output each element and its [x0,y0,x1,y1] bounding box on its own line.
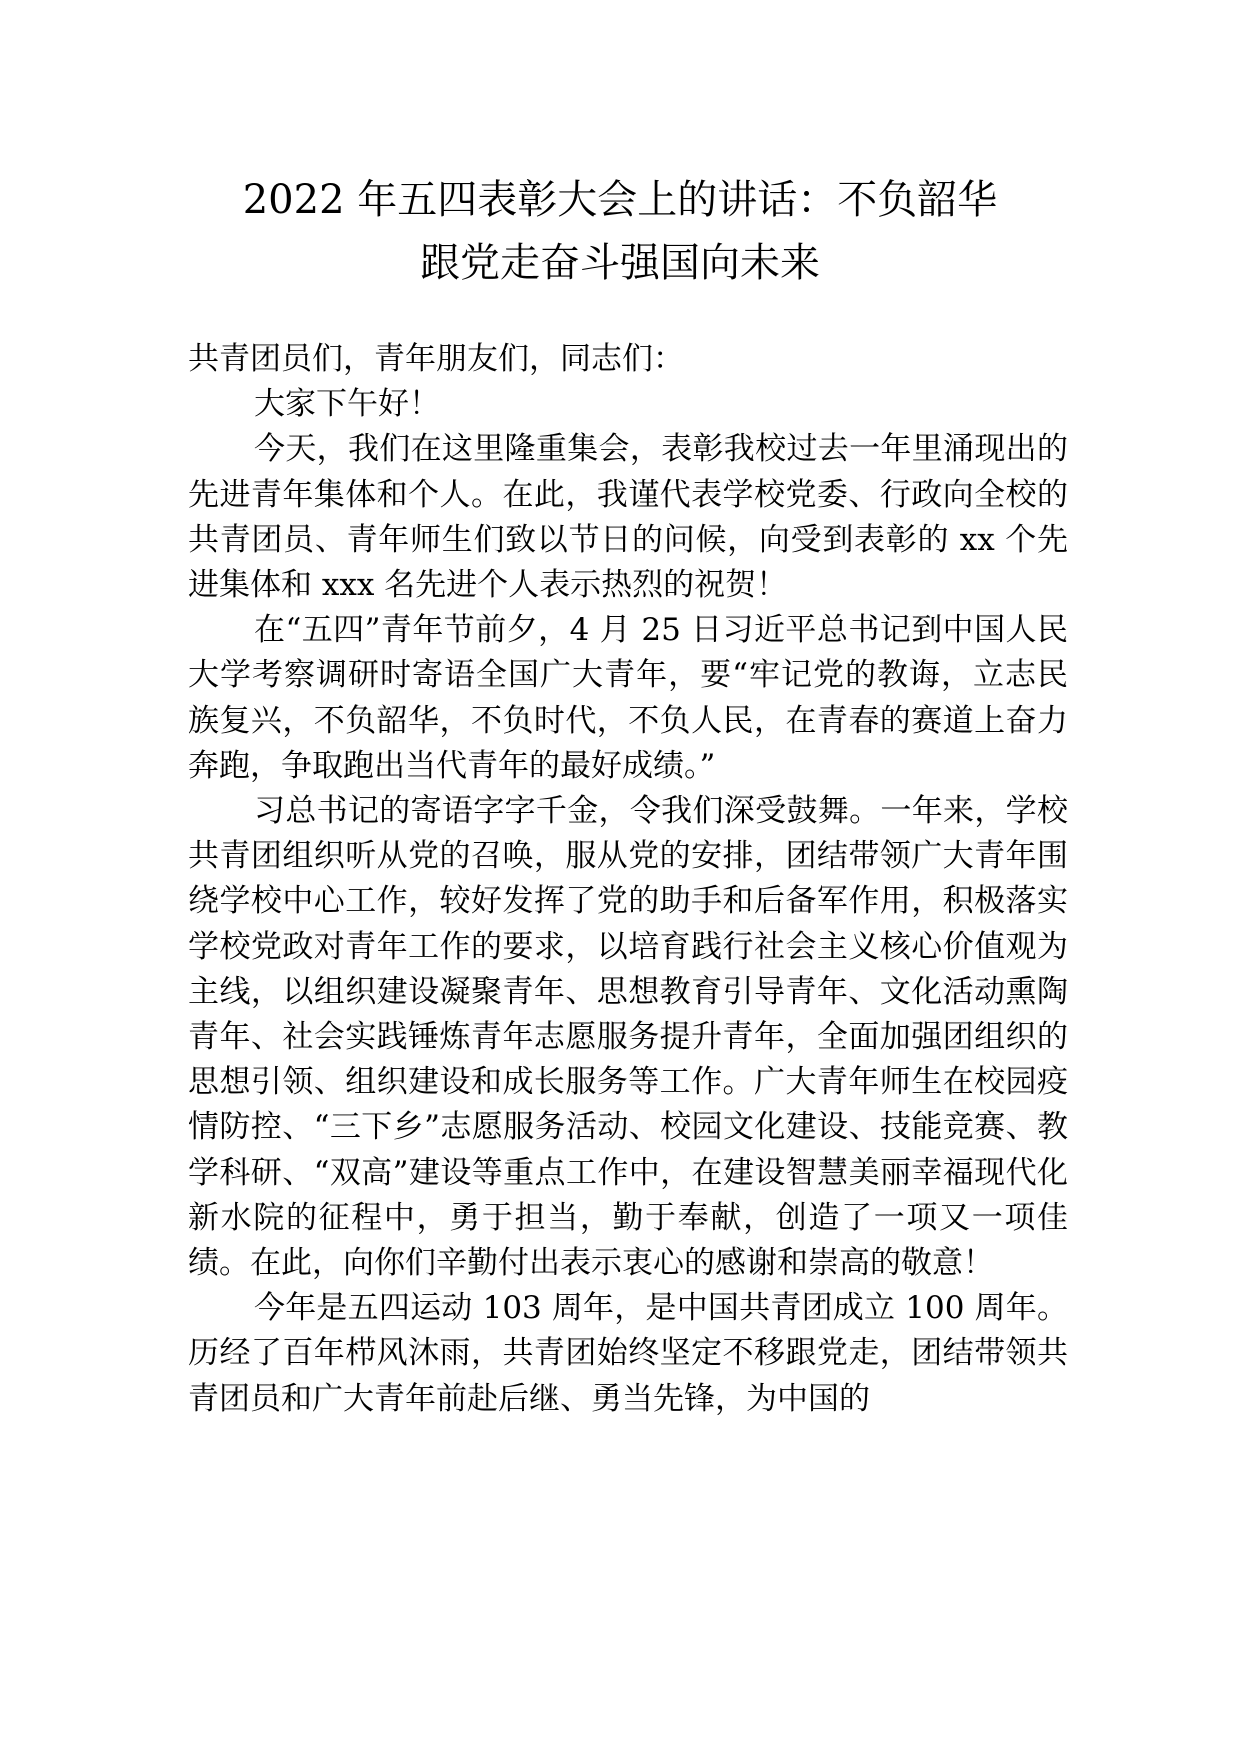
body-paragraph: 习总书记的寄语字字千金，令我们深受鼓舞。一年来，学校共青团组织听从党的召唤，服从党的安排，团结带领广大青年围绕学校中心工作，较好发挥了党的助手和后备军作用，积极落实学校党政对青年工作的要求，以培育践行社会主义核心价值观为主线，以组织建设凝聚青年、思想教育引导青年、文化活动熏陶青年、社会实践锤炼青年志愿服务提升青年，全面加强团组织的思想引领、组织建设和成长服务等工作。广大青年师生在校园疫情防控、“三下乡”志愿服务活动、校园文化建设、技能竞赛、教学科研、“双高”建设等重点工作中，在建设智慧美丽幸福现代化新水院的征程中，勇于担当，勤于奉献，创造了一项又一项佳绩。在此，向你们辛勤付出表示衷心的感谢和崇高的敬意！ [188,793,1068,1282]
body-paragraph: 今年是五四运动 103 周年，是中国共青团成立 100 周年。历经了百年栉风沐雨，共青团始终坚定不移跟党走，团结带领共青团员和广大青年前赴后继、勇当先锋，为中国的 [188,1290,1068,1417]
document-body [188,337,1068,1422]
body-paragraph: 今天，我们在这里隆重集会，表彰我校过去一年里涌现出的先进青年集体和个人。在此，我谨代表学校党委、行政向全校的共青团员、青年师生们致以节日的问候，向受到表彰的 xx 个先进集体和 xxx 名先进个人表示热烈的祝贺！ [188,431,1068,604]
body-paragraph: 在“五四”青年节前夕，4 月 25 日习近平总书记到中国人民大学考察调研时寄语全国广大青年，要“牢记党的教诲，立志民族复兴，不负韶华，不负时代，不负人民，在青春的赛道上奋力奔跑，争取跑出当代青年的最好成绩。” [188,612,1068,784]
document-title-line-2: 跟党走奋斗强国向未来 [420,240,820,286]
salutation-paragraph: 共青团员们，青年朋友们，同志们： [188,341,684,377]
document-title-line-1: 2022 年五四表彰大会上的讲话：不负韶华 [242,177,998,223]
greeting-paragraph: 大家下午好！ [254,386,440,423]
